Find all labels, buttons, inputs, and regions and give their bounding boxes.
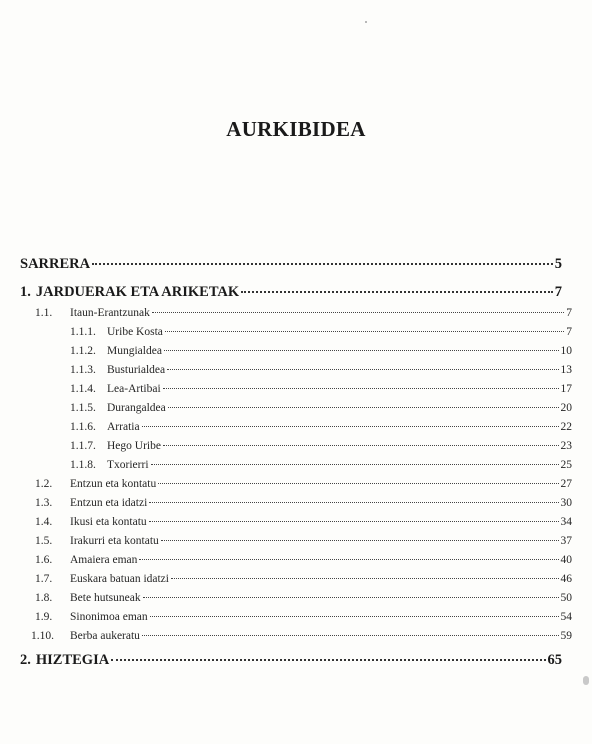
toc-entry-number: 1.2. (35, 478, 53, 490)
toc-entry-label: JARDUERAK ETA ARIKETAK (35, 284, 240, 300)
toc-entry-section (35, 573, 572, 585)
leader-dots (92, 263, 553, 265)
toc-entry-page: 27 (560, 478, 572, 490)
leader-dots (165, 331, 564, 332)
toc-entry-label: Hego Uribe (107, 440, 161, 452)
toc-entry-label: Berba aukeratu (70, 630, 140, 642)
toc-entry-section (35, 554, 572, 566)
toc-entry-page: 17 (560, 383, 572, 395)
toc-entry-label: Lea-Artibai (107, 383, 161, 395)
toc-entry-page: 50 (560, 592, 572, 604)
toc-entry-page: 7 (566, 326, 572, 338)
toc-entry-section (35, 516, 572, 528)
toc-entry-label: Entzun eta kontatu (70, 478, 157, 490)
toc-entry-page: 54 (560, 611, 572, 623)
toc-entry-label: Durangaldea (107, 402, 166, 414)
toc-entry-number: 1.1.4. (70, 383, 96, 395)
toc-entry-number: 1.1.3. (70, 364, 96, 376)
leader-dots (143, 597, 559, 598)
toc-entry-label: Uribe Kosta (107, 326, 163, 338)
toc-entry-page: 46 (560, 573, 572, 585)
toc-entry-page: 30 (560, 497, 572, 509)
toc-entry-number: 1.1.2. (70, 345, 96, 357)
page-title: AURKIBIDEA (226, 117, 366, 141)
toc-entry-section (35, 611, 572, 623)
leader-dots (151, 464, 559, 465)
toc-entry-page: 25 (560, 459, 572, 471)
toc-entry-page: 7 (566, 307, 572, 319)
leader-dots (142, 635, 559, 636)
toc-entry-page: 37 (560, 535, 572, 547)
toc-entry-number: 1.1. (35, 307, 53, 319)
toc-entry-label: Irakurri eta kontatu (70, 535, 159, 547)
leader-dots (168, 407, 559, 408)
leader-dots (152, 312, 564, 313)
toc-entry-section (31, 630, 572, 642)
toc-entry-section (35, 535, 572, 547)
toc-entry-number: 1.1.8. (70, 459, 96, 471)
toc-entry-chapter-1 (20, 284, 562, 301)
toc-entry-subsection (70, 364, 572, 376)
leader-dots (171, 578, 559, 579)
toc-entry-page: 40 (560, 554, 572, 566)
toc-entry-subsection (70, 383, 572, 395)
toc-entry-subsection (70, 326, 572, 338)
toc-entry-label: Mungialdea (107, 345, 162, 357)
leader-dots (142, 426, 559, 427)
toc-entry-subsection (70, 402, 572, 414)
toc-entry-subsection (70, 345, 572, 357)
leader-dots (111, 659, 545, 661)
leader-dots (241, 291, 553, 293)
toc-entry-label: Sinonimoa eman (70, 611, 148, 623)
toc-entry-page: 59 (560, 630, 572, 642)
toc-entry-label: SARRERA (20, 256, 91, 272)
toc-entry-number: 1.8. (35, 592, 53, 604)
toc-entry-page: 10 (560, 345, 572, 357)
toc-entry-chapter-2 (20, 652, 562, 669)
toc-entry-label: Euskara batuan idatzi (70, 573, 169, 585)
toc-entry-number: 1.7. (35, 573, 53, 585)
leader-dots (150, 616, 559, 617)
toc-entry-page: 20 (560, 402, 572, 414)
toc-entry-label: Bete hutsuneak (70, 592, 141, 604)
leader-dots (139, 559, 558, 560)
toc-entry-number: 1.1.5. (70, 402, 96, 414)
toc-entry-subsection (70, 421, 572, 433)
leader-dots (161, 540, 559, 541)
toc-entry-number: 1.1.6. (70, 421, 96, 433)
toc-entry-section (35, 592, 572, 604)
toc-entry-label: Itaun-Erantzunak (70, 307, 150, 319)
leader-dots (158, 483, 558, 484)
toc-entry-sarrera (20, 256, 562, 273)
toc-entry-number: 1.4. (35, 516, 53, 528)
toc-entry-label: Txorierri (107, 459, 149, 471)
toc-entry-label: Entzun eta idatzi (70, 497, 148, 509)
toc-entry-number: 1.10. (31, 630, 54, 642)
toc-entry-number: 2. (20, 652, 31, 668)
toc-entry-number: 1.5. (35, 535, 53, 547)
leader-dots (149, 502, 558, 503)
toc-entry-label: Arratia (107, 421, 140, 433)
toc-entry-page: 34 (560, 516, 572, 528)
leader-dots (167, 369, 558, 370)
toc-entry-number: 1.6. (35, 554, 53, 566)
toc-entry-number: 1.9. (35, 611, 53, 623)
toc-entry-number: 1.1.1. (70, 326, 96, 338)
leader-dots (163, 445, 559, 446)
toc-entry-subsection (70, 440, 572, 452)
toc-entry-number: 1.1.7. (70, 440, 96, 452)
toc-entry-number: 1. (20, 284, 31, 300)
leader-dots (163, 388, 559, 389)
leader-dots (164, 350, 559, 351)
toc-entry-label: Busturialdea (107, 364, 166, 376)
toc-entry-page: 65 (547, 652, 562, 668)
toc-entry-page: 5 (554, 256, 562, 272)
toc-entry-label: HIZTEGIA (35, 652, 110, 668)
toc-entry-section (35, 478, 572, 490)
leader-dots (149, 521, 559, 522)
toc-entry-page: 22 (560, 421, 572, 433)
toc-entry-section (35, 497, 572, 509)
toc-entry-section (35, 307, 572, 319)
toc-entry-label: Amaiera eman (70, 554, 138, 566)
toc-entry-page: 7 (554, 284, 562, 300)
toc-entry-page: 13 (560, 364, 572, 376)
toc-entry-number: 1.3. (35, 497, 53, 509)
toc-entry-label: Ikusi eta kontatu (70, 516, 147, 528)
toc-entry-page: 23 (560, 440, 572, 452)
toc-entry-subsection (70, 459, 572, 471)
